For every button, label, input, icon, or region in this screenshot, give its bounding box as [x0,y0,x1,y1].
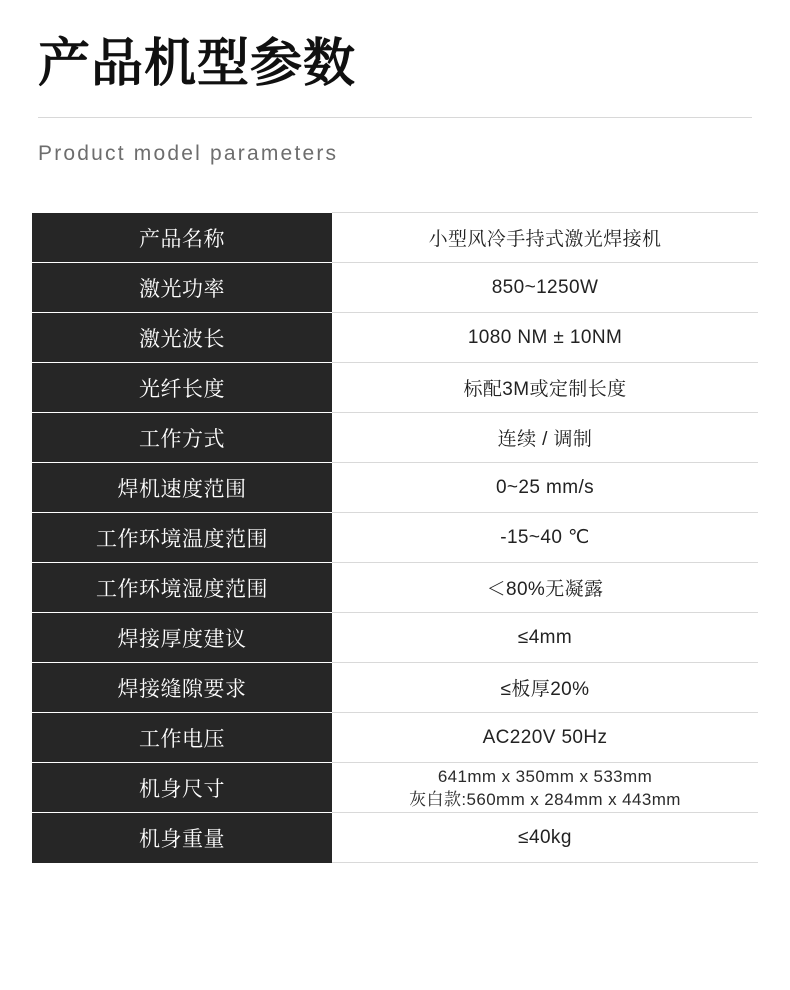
spec-label-cell: 工作方式 [32,413,332,463]
table-row [32,213,758,263]
spec-label-cell: 焊机速度范围 [32,463,332,513]
table-row [32,513,758,563]
spec-value-line: 灰白款:560mm x 284mm x 443mm [409,789,681,809]
header-divider [38,117,752,118]
table-row [32,313,758,363]
page-title: 产品机型参数 [38,34,357,94]
spec-label-cell: 焊接缝隙要求 [32,663,332,713]
spec-value-cell: 1080 NM ± 10NM [332,313,758,363]
spec-label-cell: 工作电压 [32,713,332,763]
spec-label-cell: 激光功率 [32,263,332,313]
spec-label-cell: 光纤长度 [32,363,332,413]
spec-value-line: 641mm x 350mm x 533mm [437,766,653,786]
table-row [32,663,758,713]
table-row [32,563,758,613]
table-row [32,263,758,313]
spec-value-cell: 850~1250W [332,263,758,313]
spec-value-cell: AC220V 50Hz [332,713,758,763]
table-row [32,813,758,863]
table-row [32,413,758,463]
spec-value-cell [332,763,758,813]
spec-label-cell: 机身重量 [32,813,332,863]
spec-value-cell: 连续 / 调制 [332,413,758,463]
spec-label-cell: 工作环境温度范围 [32,513,332,563]
page-header [0,0,790,95]
spec-table-body [32,213,758,863]
specification-table [32,212,758,863]
spec-label-cell: 激光波长 [32,313,332,363]
spec-value-cell: 标配3M或定制长度 [332,363,758,413]
table-row [32,463,758,513]
spec-value-cell: ≤板厚20% [332,663,758,713]
spec-value-cell: 0~25 mm/s [332,463,758,513]
table-row [32,713,758,763]
spec-label-cell: 产品名称 [32,213,332,263]
table-row [32,363,758,413]
spec-value-cell: ＜80%无凝露 [332,563,758,613]
spec-value-cell: ≤40kg [332,813,758,863]
spec-value-cell: 小型风冷手持式激光焊接机 [332,213,758,263]
spec-label-cell: 工作环境湿度范围 [32,563,332,613]
spec-value-cell: -15~40 ℃ [332,513,758,563]
spec-value-cell: ≤4mm [332,613,758,663]
spec-label-cell: 机身尺寸 [32,763,332,813]
table-row [32,613,758,663]
table-row [32,763,758,813]
page-subtitle: Product model parameters [38,142,339,166]
spec-label-cell: 焊接厚度建议 [32,613,332,663]
